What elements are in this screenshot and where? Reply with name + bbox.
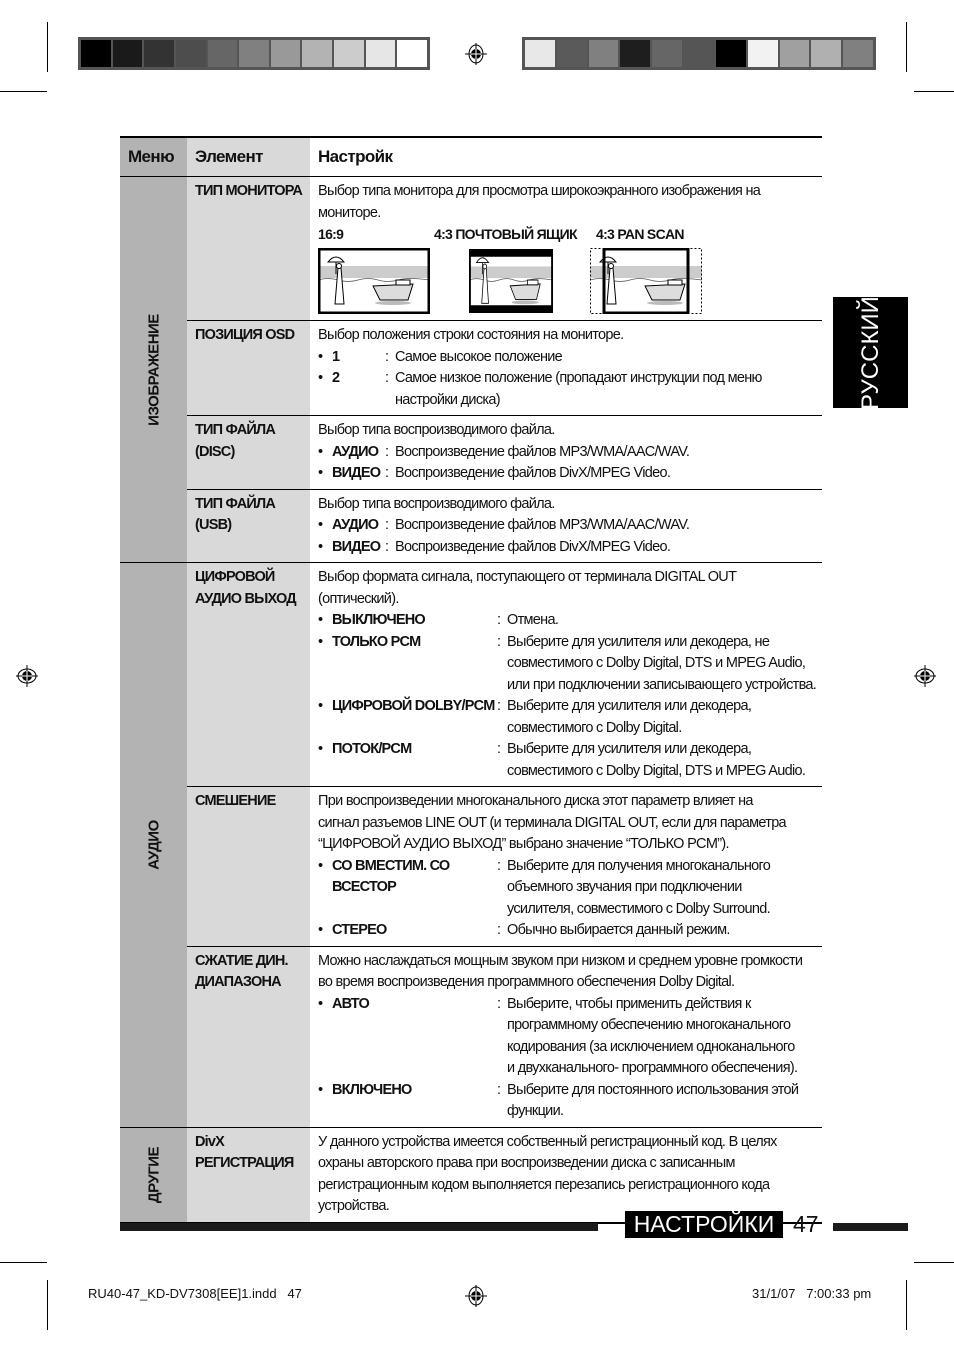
setting-cell (310, 947, 822, 1127)
setting-cell (310, 787, 822, 946)
separator: : (497, 741, 501, 757)
option-description-line: Воспроизведение файлов MP3/WMA/AAC/WAV. (395, 443, 690, 460)
monitor-type-label: 4:3 ПОЧТОВЫЙ ЯЩИК (434, 226, 577, 242)
element-name: ПОЗИЦИЯ OSD (195, 327, 295, 343)
bullet: • (318, 857, 323, 874)
setting-description: Выбор типа воспроизводимого файла. (318, 495, 555, 512)
menu-group (120, 177, 822, 563)
color-swatch (525, 40, 557, 67)
bullet: • (318, 348, 323, 365)
option-name: ТОЛЬКО PCM (332, 633, 421, 650)
element-name: РЕГИСТРАЦИЯ (195, 1155, 294, 1171)
option-description-line: Выберите для усилителя или декодера, (507, 741, 752, 757)
element-name: АУДИО ВЫХОД (195, 590, 296, 607)
screen-preview-icon (590, 248, 702, 314)
option-item (318, 696, 818, 739)
footer-rule (833, 1223, 908, 1231)
print-timestamp: 31/1/07 7:00:33 pm (752, 1286, 872, 1301)
setting-description: “ЦИФРОВОЙ АУДИО ВЫХОД” выбрано значение “ТОЛЬКО PCM”). (318, 836, 729, 852)
header-menu: Меню (120, 138, 187, 176)
color-calibration-bar-right (522, 37, 876, 70)
crop-mark (906, 1280, 907, 1330)
setting-description: Выбор формата сигнала, поступающего от терминала DIGITAL OUT (оптический). (318, 569, 736, 607)
color-swatch (208, 40, 240, 67)
crop-mark (47, 22, 48, 72)
setting-description: Выбор положения строки состояния на мониторе. (318, 327, 624, 343)
option-item (318, 537, 818, 559)
option-item (318, 368, 818, 411)
bullet: • (318, 741, 323, 757)
setting-cell (310, 490, 822, 563)
separator: : (497, 698, 501, 714)
element-cell (187, 787, 310, 946)
monitor-preview (590, 248, 702, 322)
setting-cell (310, 563, 822, 786)
option-description (395, 463, 818, 485)
option-description-line: Выберите для усилителя или декодера, не (507, 633, 770, 650)
option-description (395, 515, 818, 537)
color-swatch (652, 40, 684, 67)
separator: : (497, 922, 501, 938)
menu-label: ИЗОБРАЖЕНИЕ (145, 313, 162, 426)
color-swatch (716, 40, 748, 67)
monitor-type-previews (318, 224, 818, 316)
option-description-line: Отмена. (507, 612, 559, 628)
option-name: СТЕРЕО (332, 922, 387, 938)
element-name: СМЕШЕНИЕ (195, 793, 276, 809)
bullet: • (318, 922, 323, 938)
separator: : (497, 1081, 501, 1098)
setting-description: во время воспроизведения программного обеспечения Dolby Digital. (318, 974, 735, 990)
option-description (507, 920, 818, 942)
option-description-line: Воспроизведение файлов DivX/MPEG Video. (395, 465, 671, 481)
monitor-preview (318, 248, 430, 322)
option-description-line: объемного звучания при подключении (507, 879, 742, 895)
option-description-line: совместимого с Dolby Digital. (507, 719, 682, 736)
option-description-line: Обычно выбирается данный режим. (507, 922, 730, 938)
color-swatch (843, 40, 873, 67)
color-swatch (81, 40, 113, 67)
crop-mark (914, 91, 954, 92)
table-row (187, 416, 822, 490)
option-name: 2 (332, 370, 340, 386)
color-swatch (684, 40, 716, 67)
monitor-preview (469, 249, 553, 321)
element-cell (187, 947, 310, 1127)
crop-mark (47, 1280, 48, 1330)
color-swatch (271, 40, 303, 67)
monitor-type-label: 4:3 PAN SCAN (596, 226, 684, 242)
crop-mark (906, 22, 907, 72)
element-name: ТИП МОНИТОРА (195, 183, 303, 199)
bullet: • (318, 443, 323, 460)
option-name: ВИДЕО (332, 465, 381, 481)
option-item (318, 610, 818, 632)
option-description-line: совместимого с Dolby Digital, DTS и MPEG Audio. (507, 762, 806, 779)
language-tab (833, 297, 908, 408)
option-name: ВЫКЛЮЧЕНО (332, 612, 425, 628)
registration-mark-icon (465, 1285, 487, 1307)
separator: : (497, 995, 501, 1012)
option-item (318, 632, 818, 697)
color-swatch (589, 40, 621, 67)
bullet: • (318, 465, 323, 481)
setting-cell (310, 321, 822, 415)
option-description-line: Самое низкое положение (пропадают инструкции под меню (395, 370, 762, 386)
element-cell (187, 321, 310, 415)
element-cell (187, 563, 310, 786)
crop-mark (0, 1262, 47, 1263)
option-item (318, 856, 818, 921)
option-item (318, 1080, 818, 1123)
menu-group (120, 1128, 822, 1222)
option-description (395, 537, 818, 559)
monitor-type-label: 16:9 (318, 226, 344, 242)
option-name: СО ВМЕСТИМ. СО ВСЕСТОР (332, 857, 450, 895)
element-name: ЦИФРОВОЙ (195, 569, 275, 585)
option-item (318, 347, 818, 369)
option-item (318, 920, 818, 942)
separator: : (385, 348, 389, 365)
menu-label: ДРУГИЕ (145, 1146, 162, 1203)
separator: : (385, 465, 389, 481)
option-description-line: Выберите для усилителя или декодера, (507, 698, 752, 714)
color-swatch (748, 40, 780, 67)
setting-description: сигнал разъемов LINE OUT (и терминала DIGITAL OUT, если для параметра (318, 814, 786, 831)
setting-description: Можно наслаждаться мощным звуком при низком и среднем уровне громкости (318, 952, 803, 969)
header-element: Элемент (187, 138, 310, 176)
separator: : (385, 370, 389, 386)
separator: : (385, 538, 389, 555)
color-swatch (557, 40, 589, 67)
setting-description: регистрационным кодом выполняется перезапись регистрационного кода (318, 1176, 770, 1193)
element-name: ТИП ФАЙЛА (195, 422, 276, 438)
element-cell (187, 416, 310, 489)
element-name: СЖАТИЕ ДИН. (195, 952, 288, 969)
option-description-line: Выберите, чтобы применить действия к (507, 995, 751, 1012)
registration-mark-icon (16, 665, 38, 687)
menu-group (120, 563, 822, 1128)
option-description-line: и двухканального- программного обеспечения). (507, 1060, 798, 1076)
setting-cell (310, 177, 822, 320)
option-description (507, 632, 818, 697)
table-row (187, 1128, 822, 1222)
registration-mark-icon (914, 665, 936, 687)
separator: : (497, 612, 501, 628)
menu-cell (120, 563, 187, 1127)
color-swatch (144, 40, 176, 67)
setting-description: Выбор типа монитора для просмотра широкоэкранного изображения на (318, 183, 761, 199)
option-description-line: функции. (507, 1103, 564, 1119)
option-name: ПОТОК/PCM (332, 741, 412, 757)
color-swatch (397, 40, 427, 67)
color-swatch (239, 40, 271, 67)
language-tab-label: РУССКИЙ (856, 295, 884, 410)
setting-description: охраны авторского права при воспроизведении диска с записанным (318, 1155, 735, 1171)
table-row (187, 563, 822, 787)
bullet: • (318, 1081, 323, 1098)
option-name: ЦИФРОВОЙ DOLBY/PCM (332, 698, 495, 714)
element-name: (USB) (195, 517, 232, 533)
footer-rule (120, 1223, 598, 1231)
crop-mark (914, 1262, 954, 1263)
separator: : (385, 443, 389, 460)
element-name: ТИП ФАЙЛА (195, 495, 276, 512)
table-row (187, 947, 822, 1127)
table-row (187, 177, 822, 321)
setting-rows (187, 563, 822, 1127)
option-name: АУДИО (332, 443, 379, 460)
color-swatch (620, 40, 652, 67)
element-cell (187, 1128, 310, 1222)
option-name: ВИДЕО (332, 538, 381, 555)
option-description-line: Самое высокое положение (395, 348, 563, 365)
option-description-line: Выберите для постоянного использования этой (507, 1081, 799, 1098)
bullet: • (318, 538, 323, 555)
bullet: • (318, 517, 323, 533)
option-description-line: Воспроизведение файлов MP3/WMA/AAC/WAV. (395, 517, 690, 533)
setting-description: устройства. (318, 1198, 390, 1214)
option-description (507, 1080, 818, 1123)
separator: : (385, 517, 389, 533)
color-swatch (176, 40, 208, 67)
element-cell (187, 490, 310, 563)
option-description (395, 442, 818, 464)
option-item (318, 442, 818, 464)
option-item (318, 463, 818, 485)
header-setting: Настройк (318, 147, 393, 166)
setting-cell (310, 416, 822, 489)
option-item (318, 994, 818, 1080)
table-header (120, 138, 822, 177)
settings-table (120, 136, 822, 1224)
option-description (507, 739, 818, 782)
setting-description: У данного устройства имеется собственный регистрационный код. В целях (318, 1133, 777, 1150)
separator: : (497, 857, 501, 874)
option-item (318, 515, 818, 537)
table-row (187, 321, 822, 416)
color-swatch (113, 40, 145, 67)
option-description-line: Выберите для получения многоканального (507, 857, 771, 874)
color-swatch (302, 40, 334, 67)
bullet: • (318, 370, 323, 386)
option-description (507, 994, 818, 1080)
option-description-line: программному обеспечению многоканального (507, 1017, 791, 1033)
page-number: 47 (793, 1211, 819, 1237)
table-row (187, 787, 822, 947)
screen-preview-icon (318, 248, 430, 314)
option-description (507, 856, 818, 921)
color-swatch (780, 40, 812, 67)
option-description-line: усилителя, совместимого с Dolby Surround. (507, 900, 770, 917)
element-name: DivX (195, 1133, 225, 1150)
setting-rows (187, 1128, 822, 1222)
element-cell (187, 177, 310, 320)
element-name: ДИАПАЗОНА (195, 974, 281, 990)
color-swatch (366, 40, 398, 67)
option-description (395, 347, 818, 369)
registration-mark-icon (465, 43, 487, 65)
menu-cell (120, 177, 187, 562)
setting-rows (187, 177, 822, 562)
option-description (395, 368, 818, 411)
option-description (507, 696, 818, 739)
element-name: (DISC) (195, 443, 235, 460)
crop-mark (0, 91, 47, 92)
option-name: АУДИО (332, 517, 379, 533)
color-swatch (811, 40, 843, 67)
file-info: RU40-47_KD-DV7308[EE]1.indd 47 (88, 1286, 302, 1301)
setting-cell (310, 1128, 822, 1222)
menu-cell (120, 1128, 187, 1222)
bullet: • (318, 698, 323, 714)
bullet: • (318, 633, 323, 650)
table-row (187, 490, 822, 563)
separator: : (497, 633, 501, 650)
option-name: ВКЛЮЧЕНО (332, 1081, 412, 1098)
option-description-line: настройки диска) (395, 391, 500, 408)
section-title: НАСТРОЙКИ (625, 1211, 783, 1238)
option-description-line: кодирования (за исключением одноканального (507, 1038, 795, 1055)
setting-description: Выбор типа воспроизводимого файла. (318, 422, 555, 438)
setting-description: При воспроизведении многоканального диска этот параметр влияет на (318, 793, 753, 809)
option-description-line: Воспроизведение файлов DivX/MPEG Video. (395, 538, 671, 555)
menu-label: АУДИО (145, 820, 162, 870)
color-swatch (334, 40, 366, 67)
option-description-line: или при подключении записывающего устройства. (507, 676, 817, 693)
option-name: 1 (332, 348, 340, 365)
setting-description: мониторе. (318, 204, 381, 221)
option-description-line: совместимого с Dolby Digital, DTS и MPEG Audio, (507, 655, 806, 671)
option-description (507, 610, 818, 632)
bullet: • (318, 995, 323, 1012)
option-name: АВТО (332, 995, 369, 1012)
color-calibration-bar-left (78, 37, 430, 70)
screen-preview-icon (469, 249, 553, 313)
bullet: • (318, 612, 323, 628)
option-item (318, 739, 818, 782)
